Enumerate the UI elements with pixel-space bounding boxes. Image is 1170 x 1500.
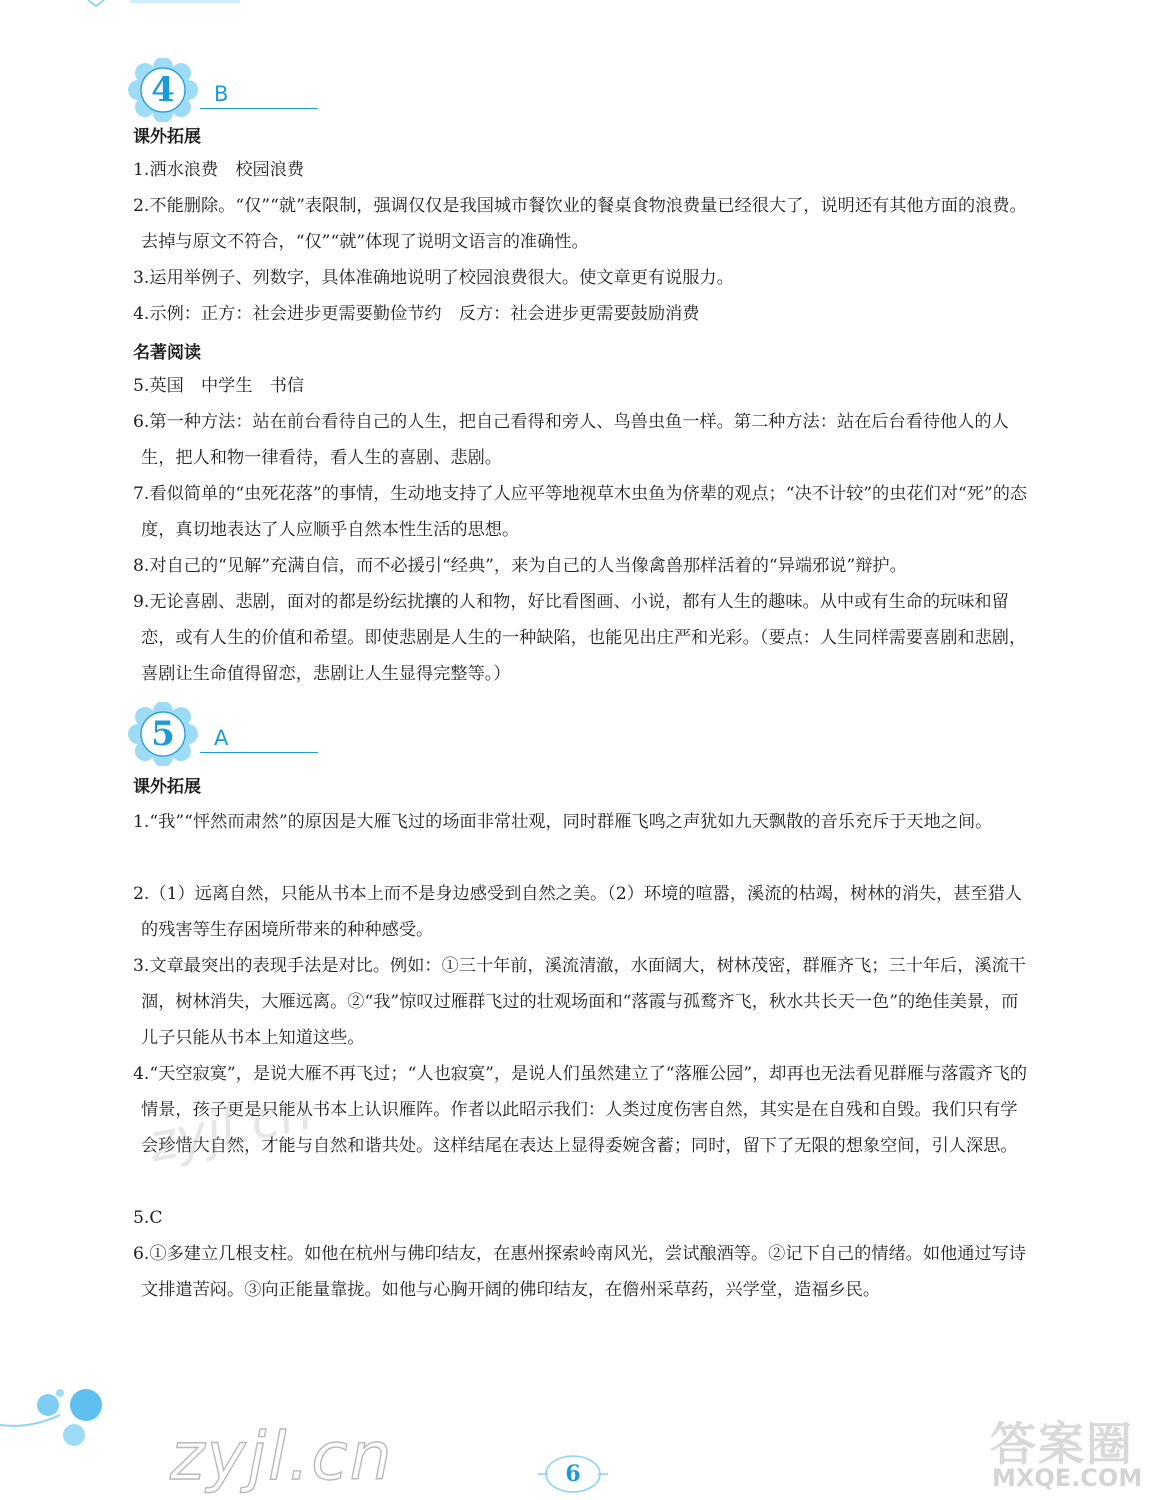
answer-item: 6.第一种方法：站在前台看待自己的人生，把自己看得和旁人、鸟兽虫鱼一样。第二种方法：站在后台看待他人的人生，把人和物一律看待，看人生的喜剧、悲剧。: [133, 412, 1009, 468]
unit-header: [128, 702, 288, 766]
answer-item: 2.不能删除。“仅”“就”表限制，强调仅仅是我国城市餐饮业的餐桌食物浪费量已经很大了，说明还有其他方面的浪费。去掉与原文不符合，“仅”“就”体现了说明文语言的准确性。: [133, 196, 1027, 252]
answer-item: 5.英国 中学生 书信: [133, 376, 305, 396]
answer-item: 9.无论喜剧、悲剧，面对的都是纷纭扰攘的人和物，好比看图画、小说，都有人生的趣味。从中或有生命的玩味和留恋，或有人生的价值和希望。即使悲剧是人生的一种缺陷，也能见出庄严和光彩。（要点：人生同样需要喜剧和悲剧，喜剧让生命值得留恋，悲剧让人生显得完整等。）: [133, 592, 1027, 684]
answer-item: 3.文章最突出的表现手法是对比。例如：①三十年前，溪流清澈，水面阔大，树林茂密，群雁齐飞；三十年后，溪流干涸，树林消失，大雁远离。②“我”惊叹过雁群飞过的壮观场面和“落霞与孤鹜齐飞，秋水共长天一色”的绝佳美景，而儿子只能从书本上知道这些。: [133, 956, 1026, 1048]
section-title: 名著阅读: [133, 343, 201, 363]
page-number: 6: [565, 1461, 581, 1487]
section-title: 课外拓展: [133, 127, 201, 147]
unit-number: 4: [151, 70, 175, 110]
watermark: zyjl.cn: [170, 1418, 394, 1495]
unit-number: 5: [151, 714, 175, 754]
unit-badge: [128, 702, 198, 766]
unit-level-letter: B: [214, 82, 229, 106]
header-underline: [200, 108, 318, 109]
answer-item: 4.“天空寂寞”，是说大雁不再飞过；“人也寂寞”，是说人们虽然建立了“落雁公园”，却再也无法看见群雁与落霞齐飞的情景，孩子更是只能从书本上认识雁阵。作者以此昭示我们：人类过度伤害自然，其实是在自残和自毁。我们只有学会珍惜大自然，才能与自然和谐共处。这样结尾在表达上显得委婉含蓄；同时，留下了无限的想象空间，引人深思。: [133, 1064, 1028, 1156]
section-title: 课外拓展: [133, 777, 201, 797]
unit-header: [128, 58, 288, 122]
answer-item: 2.（1）远离自然，只能从书本上而不是身边感受到自然之美。（2）环境的喧嚣，溪流的枯竭，树林的消失，甚至猎人的残害等生存困境所带来的种种感受。: [133, 884, 1023, 940]
watermark: zyjl.cn: [143, 1081, 318, 1175]
answer-item: 6.①多建立几根支柱。如他在杭州与佛印结友，在惠州探索岭南风光，尝试酿酒等。②记下自己的情绪。如他通过写诗文排遣苦闷。③向正能量靠拢。如他与心胸开阔的佛印结友，在儋州采草药，兴学堂，造福乡民。: [133, 1244, 1026, 1300]
answer-item: 5.C: [133, 1208, 163, 1228]
answer-item: 1.“我”“怦然而肃然”的原因是大雁飞过的场面非常壮观，同时群雁飞鸣之声犹如九天飘散的音乐充斥于天地之间。: [133, 812, 993, 832]
page-number-badge: [538, 1452, 608, 1496]
top-decoration: [0, 0, 250, 8]
answer-item: 3.运用举例子、列数字，具体准确地说明了校园浪费很大。使文章更有说服力。: [133, 268, 734, 288]
answer-item: 8.对自己的“见解”充满自信，而不必援引“经典”，来为自己的人当像禽兽那样活着的“异端邪说”辩护。: [133, 556, 907, 576]
answer-item: 4.示例：正方：社会进步更需要勤俭节约 反方：社会进步更需要鼓励消费: [133, 304, 700, 324]
unit-badge: [128, 58, 198, 122]
answer-item: 7.看似简单的“虫死花落”的事情，生动地支持了人应平等地视草木虫鱼为侪辈的观点；“决不计较”的虫花们对“死”的态度，真切地表达了人应顺乎自然本性生活的思想。: [133, 484, 1028, 540]
unit-level-letter: A: [214, 726, 229, 750]
watermark-en: MXQE.COM: [992, 1464, 1143, 1492]
bubble-decoration-icon: [0, 1385, 120, 1465]
answer-item: 1.洒水浪费 校园浪费: [133, 160, 305, 180]
watermark-logo: [990, 1408, 1162, 1496]
header-underline: [200, 752, 318, 753]
watermark-cn: 答案圈: [990, 1417, 1134, 1471]
